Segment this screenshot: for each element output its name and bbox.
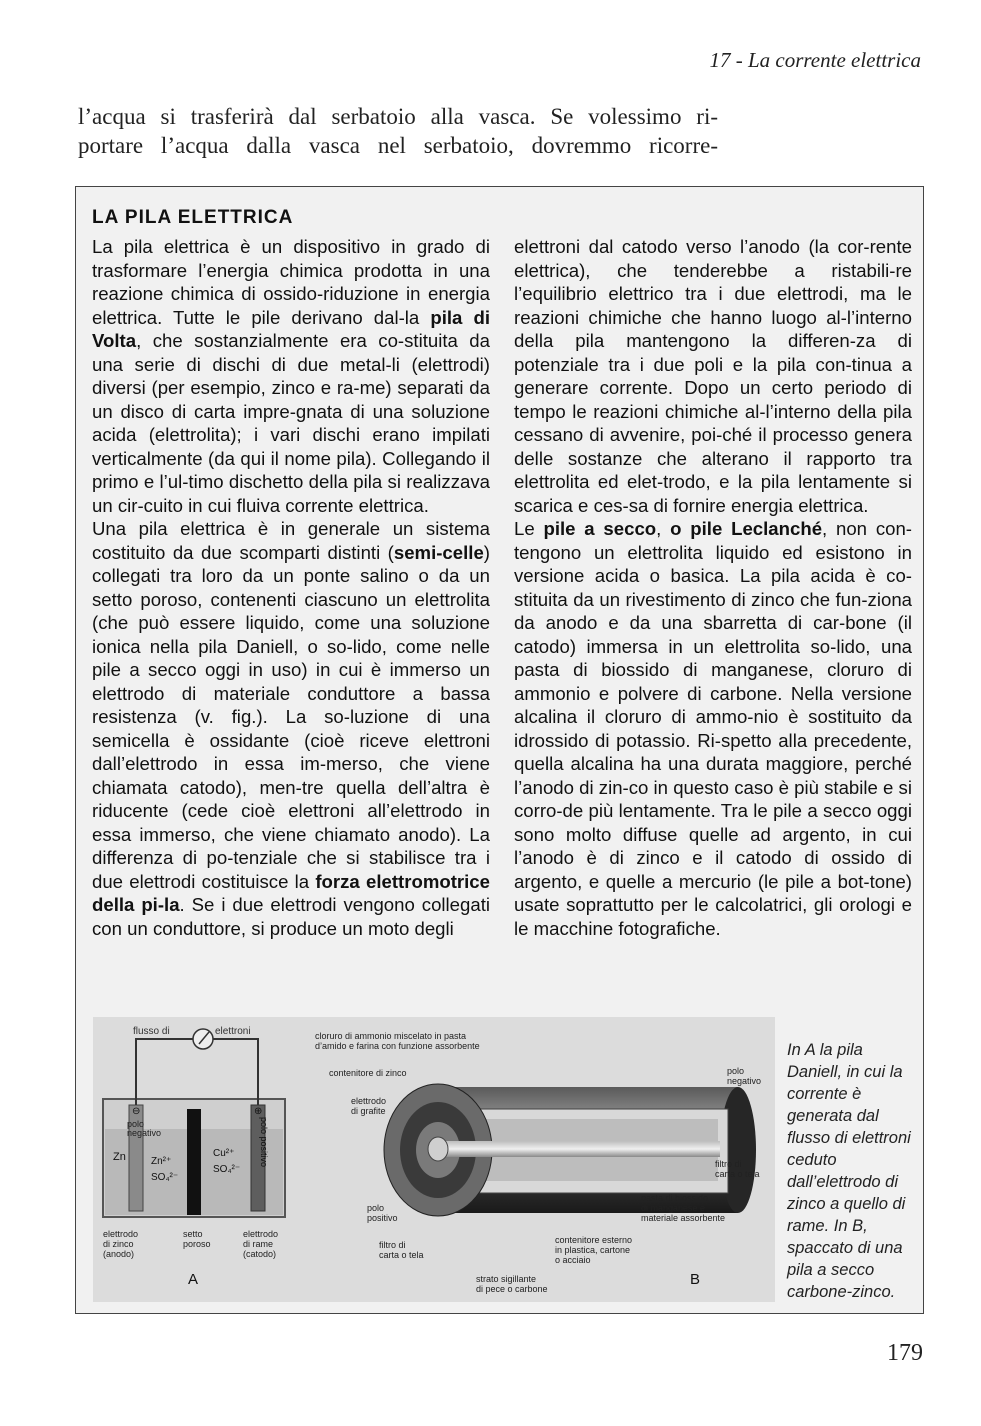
label-seal-2: di pece o carbone — [476, 1284, 548, 1294]
pole-positive: polo positivo — [259, 1117, 269, 1168]
label-filter-left-2: carta o tela — [379, 1250, 424, 1260]
cathode-label-3: (catodo) — [243, 1249, 277, 1259]
cathode-label-2: di rame — [243, 1239, 274, 1249]
septum-label-2: poroso — [183, 1239, 211, 1249]
figure-caption: In A la pila Daniell, in cui la corrente è generata dal flusso di elettroni ceduto dall’elettrodo di zinco a quello di rame. In B, spaccato di una pila a secco carbone-zinco. — [787, 1041, 911, 1301]
label-positive-2: positivo — [367, 1213, 398, 1223]
anode-label-3: (anodo) — [103, 1249, 135, 1259]
label-negative-2: negativo — [727, 1076, 762, 1086]
label-filter-right-1: filtro di — [715, 1159, 742, 1169]
left-paragraph-2: Una pila elettrica è in generale un sistema costituito da due scomparti distinti (semi-celle) collegati tra loro da un ponte salino o da un setto poroso, contenenti ciascuno un elettrolita (che può essere liquido, come una soluzione ionica nella pila Daniell, o so-lido, come nelle pile a secco oggi in uso) in cui è immerso un elettrodo di materiale conduttore a bassa resistenza (v. fig.). La so-luzione di una semicella è ossidante (cioè riceve elettroni dall’elettrodo in essa im-merso, che viene chiamata catodo), men-tre quella dell’altra è riducente (cede cioè elettroni all’elettrodo in essa immerso, che viene chiamato anodo). La differenza di po-tenziale che si stabilisce tra i due elettrodi costituisce la forza elettromotrice della pi-la. Se i due elettrodi vengono collegati con un conduttore, si produce un moto degli — [92, 518, 490, 939]
cathode-label-1: elettrodo — [243, 1229, 279, 1239]
external-wire — [136, 1039, 258, 1105]
so4-right-label: SO₄²⁻ — [213, 1164, 241, 1175]
battery-illustration — [93, 1017, 775, 1302]
label-filter-left-1: filtro di — [379, 1240, 406, 1250]
left-column — [92, 235, 490, 940]
label-zinc-container: contenitore di zinco — [329, 1068, 407, 1078]
intro-line-2: portare l’acqua dalla vasca nel serbatoio, dovremmo ricorre- — [78, 133, 718, 158]
flow-label-right: elettroni — [215, 1026, 251, 1037]
label-ammonium-2: d’amido e farina con funzione assorbente — [315, 1041, 480, 1051]
label-outer-1: contenitore esterno — [555, 1235, 633, 1245]
label-outer-3: o acciaio — [555, 1255, 591, 1265]
porous-septum — [187, 1109, 201, 1215]
label-paste-1: pasta di biossido — [641, 1193, 709, 1203]
label-seal-1: strato sigillante — [476, 1274, 537, 1284]
so4-left-label: SO₄²⁻ — [151, 1172, 179, 1183]
right-column — [514, 235, 912, 940]
label-graphite-2: di grafite — [351, 1106, 386, 1116]
label-outer-2: in plastica, cartone — [555, 1245, 631, 1255]
label-positive-1: polo — [367, 1203, 385, 1213]
label-filter-right-2: carta o tela — [715, 1169, 760, 1179]
left-paragraph-1: La pila elettrica è un dispositivo in grado di trasformare l’energia chimica prodotta in una reazione chimica di ossido-riduzione in energia elettrica. Tutte le pile derivano dal-la pila di Volta, che sostanzialmente era co-stituita da una serie di dischi di due metal-li (elettrodi) diversi (per esempio, zinco e ra-me) separati da un disco di carta impre-gnata di una soluzione acida (elettrolita); i vari dischi erano impilati verticalmente (da qui il nome pila). Collegando il primo e l’ul-timo dischetto della pila si realizzava un cir-cuito in cui fluiva corrente elettrica. — [92, 236, 490, 516]
pole-negative-2: negativo — [127, 1128, 162, 1138]
pos-sign: ⊕ — [254, 1106, 263, 1117]
info-box — [75, 186, 924, 1314]
positive-pole — [428, 1137, 448, 1161]
label-paste-3: materiale assorbente — [641, 1213, 726, 1223]
anode-label-1: elettrodo — [103, 1229, 139, 1239]
cu-ion-label: Cu²⁺ — [213, 1148, 235, 1159]
page-number: 179 — [887, 1340, 923, 1366]
graphite-rod — [438, 1141, 720, 1157]
septum-label-1: setto — [183, 1229, 203, 1239]
zn-label: Zn — [113, 1151, 126, 1163]
intro-line-1: l’acqua si trasferirà dal serbatoio alla vasca. Se volessimo ri- — [78, 104, 718, 129]
flow-label-left: flusso di — [133, 1026, 170, 1037]
pole-negative-1: polo — [127, 1119, 145, 1129]
dry-cell — [315, 1031, 761, 1294]
label-ammonium-1: cloruro di ammonio miscelato in pasta — [315, 1031, 467, 1041]
neg-sign: ⊖ — [132, 1106, 141, 1117]
right-paragraph-2: Le pile a secco, o pile Leclanché, non con-tengono un elettrolita liquido ed esistono in versione acida o basica. La pila acida è co-stituita da un rivestimento di zinco che fun-ziona da anodo e da una sbarretta di car-bone (il catodo) immersa in un elettrolita so-lido, una pasta di biossido di manganese, cloruro di ammonio e polvere di carbone. Nella versione alcalina il cloruro di ammo-nio è sostituito da idrossido di potassio. Ri-spetto alla precedente, quella alcalina ha una durata maggiore, perché l’anodo di zin-co in questo caso è più stabile e si corro-de più lentamente. Tra le pile a secco oggi sono molto diffuse quelle ad argento, in cui l’anodo è di zinco e il catodo di ossido di argento, e quelle a mercurio (le pile a bot-tone) usate soprattutto per le calcolatrici, gli orologi e le macchine fotografiche. — [514, 518, 912, 939]
box-title: LA PILA ELETTRICA — [92, 207, 294, 228]
anode-label-2: di zinco — [103, 1239, 134, 1249]
intro-text — [78, 102, 718, 160]
zn-ion-label: Zn²⁺ — [151, 1156, 172, 1167]
figure — [93, 1017, 775, 1302]
figure-letter-a: A — [188, 1271, 199, 1288]
label-negative-1: polo — [727, 1066, 745, 1076]
running-head: 17 - La corrente elettrica — [709, 48, 921, 72]
label-graphite-1: elettrodo — [351, 1096, 387, 1106]
label-paste-2: di manganese e — [641, 1203, 706, 1213]
right-paragraph-1: elettroni dal catodo verso l’anodo (la cor-rente elettrica), che tenderebbe a ristabili-re l’equilibrio elettrico tra i due elettrodi, ma le reazioni chimiche che hanno luogo al-l’interno della pila mantengono la differen-za di potenziale tra i due poli e la pila con-tinua a generare corrente. Dopo un certo periodo di tempo le reazioni chimiche al-l’interno della pila cessano di avvenire, poi-ché il processo genera delle sostanze che alterano il rapporto tra elettrolita ed elet-trodo, e la pila lentamente si scarica e ces-sa di fornire energia elettrica. — [514, 236, 912, 516]
daniell-cell — [103, 1026, 285, 1288]
figure-letter-b: B — [690, 1271, 701, 1288]
